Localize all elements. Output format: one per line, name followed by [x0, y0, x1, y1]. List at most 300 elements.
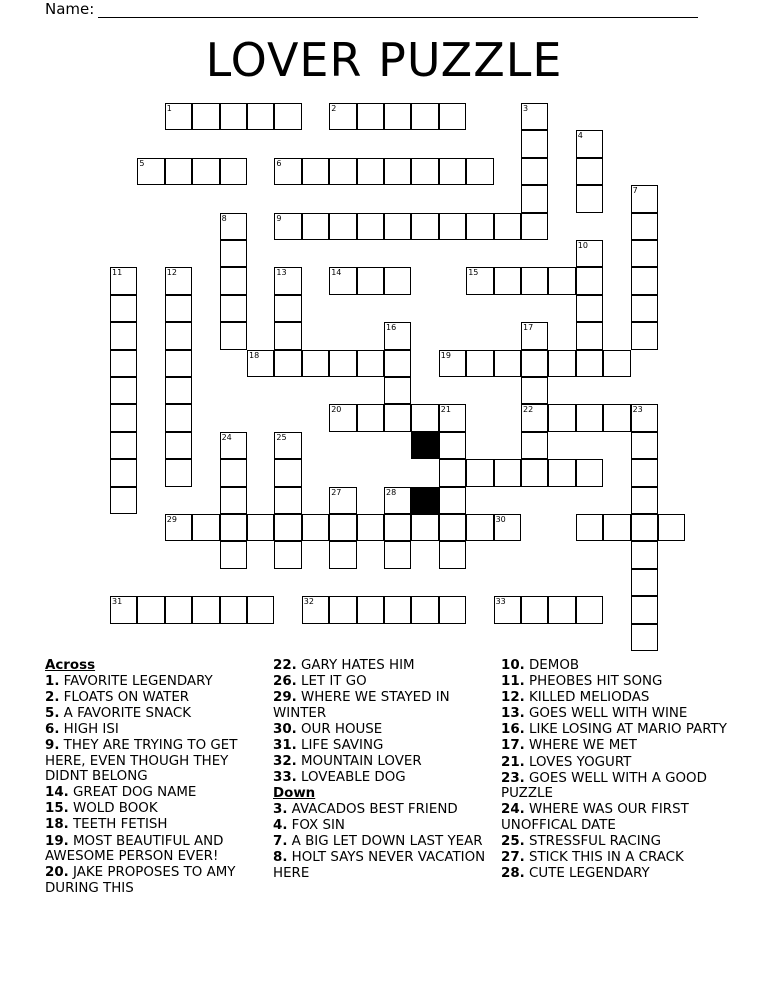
grid-cell[interactable]: [357, 158, 384, 185]
grid-cell[interactable]: [494, 459, 521, 486]
clue-item-number: 24.: [501, 802, 525, 818]
clue-item-text: A BIG LET DOWN LAST YEAR: [291, 834, 483, 850]
clue-item: [273, 802, 503, 818]
clue-item: [273, 674, 503, 690]
clue-item-text: PHEOBES HIT SONG: [529, 674, 663, 690]
clue-item-number: 9.: [45, 737, 60, 753]
grid-cell[interactable]: [302, 213, 329, 240]
grid-cell[interactable]: [658, 514, 685, 541]
grid-cell[interactable]: [411, 103, 438, 130]
grid-cell[interactable]: [329, 350, 356, 377]
clue-item-number: 3.: [273, 801, 288, 817]
grid-cell[interactable]: [384, 350, 411, 377]
clue-item-text: GOES WELL WITH WINE: [529, 706, 688, 722]
grid-cell[interactable]: [439, 432, 466, 459]
clue-number: 31: [112, 597, 123, 607]
grid-cell[interactable]: [576, 130, 603, 157]
clue-item: [45, 706, 275, 722]
clue-section-heading: Across: [45, 658, 96, 673]
clue-item-number: 14.: [45, 785, 69, 801]
grid-cell[interactable]: [329, 404, 356, 431]
clue-item-number: 10.: [501, 658, 525, 673]
grid-cell[interactable]: [384, 487, 411, 514]
clue-item-number: 15.: [45, 801, 69, 817]
clue-item: [273, 770, 503, 786]
clue-item: [501, 771, 731, 802]
clue-item: [45, 738, 275, 785]
grid-cell[interactable]: [220, 240, 247, 267]
clue-number: 20: [331, 405, 342, 415]
grid-cell[interactable]: [384, 103, 411, 130]
grid-cell[interactable]: [329, 267, 356, 294]
grid-cell[interactable]: [357, 404, 384, 431]
grid-cell[interactable]: [274, 459, 301, 486]
grid-cell[interactable]: [220, 267, 247, 294]
clue-item: [45, 674, 275, 690]
grid-cell[interactable]: [357, 350, 384, 377]
clue-number: 17: [523, 323, 534, 333]
grid-cell[interactable]: [411, 213, 438, 240]
grid-cell[interactable]: [521, 596, 548, 623]
grid-cell[interactable]: [631, 487, 658, 514]
grid-cell[interactable]: [110, 432, 137, 459]
grid-cell[interactable]: [165, 103, 192, 130]
clue-item: [501, 866, 731, 882]
grid-cell[interactable]: [274, 295, 301, 322]
clue-item-text: LIFE SAVING: [301, 737, 384, 753]
clue-item-text: FLOATS ON WATER: [63, 689, 190, 705]
clue-number: 7: [632, 186, 638, 196]
grid-cell[interactable]: [521, 158, 548, 185]
grid-cell[interactable]: [466, 267, 493, 294]
clue-number: 10: [577, 241, 588, 250]
grid-cell[interactable]: [603, 350, 630, 377]
grid-cell[interactable]: [384, 514, 411, 541]
clue-item: [273, 754, 503, 770]
grid-cell[interactable]: [411, 404, 438, 431]
grid-cell[interactable]: [220, 514, 247, 541]
grid-cell[interactable]: [631, 213, 658, 240]
clue-number: 21: [440, 405, 451, 415]
grid-cell[interactable]: [165, 295, 192, 322]
clue-item-number: 13.: [501, 706, 525, 722]
clue-item: [273, 722, 503, 738]
clue-number: 15: [468, 268, 479, 278]
clue-item-text: LET IT GO: [301, 674, 367, 690]
grid-cell[interactable]: [466, 158, 493, 185]
clue-item-text: STICK THIS IN A CRACK: [529, 850, 684, 866]
grid-cell[interactable]: [357, 267, 384, 294]
clue-item-text: MOUNTAIN LOVER: [301, 754, 422, 770]
grid-cell[interactable]: [411, 158, 438, 185]
clue-item-text: WHERE WE MET: [529, 738, 637, 754]
clue-item-number: 1.: [45, 673, 60, 689]
clue-number: 29: [166, 515, 177, 524]
grid-cell[interactable]: [521, 130, 548, 157]
grid-cell[interactable]: [357, 596, 384, 623]
clue-item: [45, 865, 275, 896]
grid-cell[interactable]: [329, 596, 356, 623]
grid-cell[interactable]: [576, 185, 603, 212]
grid-cell[interactable]: [247, 103, 274, 130]
grid-cell[interactable]: [466, 459, 493, 486]
grid-cell[interactable]: [439, 103, 466, 130]
grid-cell[interactable]: [165, 267, 192, 294]
grid-cell[interactable]: [137, 158, 164, 185]
clue-item: [45, 817, 275, 833]
grid-cell[interactable]: [631, 624, 658, 651]
clue-item-text: OUR HOUSE: [301, 721, 383, 737]
grid-cell[interactable]: [165, 158, 192, 185]
grid-cell[interactable]: [220, 213, 247, 240]
grid-cell[interactable]: [274, 487, 301, 514]
clue-item-number: 32.: [273, 754, 297, 770]
grid-cell[interactable]: [192, 158, 219, 185]
clues-column-3: [501, 658, 731, 882]
clue-item-number: 7.: [273, 834, 288, 850]
grid-cell[interactable]: [329, 487, 356, 514]
clue-item-number: 11.: [501, 674, 525, 690]
clue-item-text: HOLT SAYS NEVER VACATION HERE: [273, 850, 486, 881]
grid-cell[interactable]: [384, 213, 411, 240]
clue-number: 6: [276, 158, 282, 168]
clue-item-text: CUTE LEGENDARY: [529, 866, 650, 882]
grid-cell[interactable]: [439, 487, 466, 514]
grid-cell[interactable]: [576, 404, 603, 431]
grid-cell[interactable]: [466, 350, 493, 377]
clue-number: 8: [221, 213, 227, 223]
clue-number: 11: [112, 268, 123, 278]
clue-item-text: WHERE WE STAYED IN WINTER: [273, 690, 450, 721]
grid-cell[interactable]: [521, 404, 548, 431]
grid-cell[interactable]: [631, 295, 658, 322]
clue-item: [273, 818, 503, 834]
grid-cell[interactable]: [165, 596, 192, 623]
grid-cell[interactable]: [631, 459, 658, 486]
clue-number: 4: [577, 131, 583, 141]
grid-cell[interactable]: [165, 459, 192, 486]
clue-item-text: LOVEABLE DOG: [301, 770, 406, 786]
grid-cell[interactable]: [165, 322, 192, 349]
grid-cell[interactable]: [631, 432, 658, 459]
grid-cell[interactable]: [384, 322, 411, 349]
grid-cell[interactable]: [439, 404, 466, 431]
grid-cell[interactable]: [274, 213, 301, 240]
clue-item-number: 28.: [501, 866, 525, 882]
grid-cell[interactable]: [165, 404, 192, 431]
grid-cell[interactable]: [357, 103, 384, 130]
grid-cell[interactable]: [439, 350, 466, 377]
grid-cell[interactable]: [521, 267, 548, 294]
clue-item: [501, 690, 731, 706]
clue-item-number: 27.: [501, 850, 525, 866]
grid-cell[interactable]: [384, 541, 411, 568]
clue-item-text: TEETH FETISH: [73, 817, 168, 833]
grid-cell[interactable]: [631, 240, 658, 267]
clue-item-number: 21.: [501, 754, 525, 770]
clue-item-text: LIKE LOSING AT MARIO PARTY: [529, 722, 727, 738]
grid-cell[interactable]: [110, 322, 137, 349]
grid-cell[interactable]: [521, 432, 548, 459]
clue-item-number: 23.: [501, 770, 525, 786]
grid-cell[interactable]: [411, 514, 438, 541]
grid-cell[interactable]: [548, 267, 575, 294]
grid-cell[interactable]: [439, 541, 466, 568]
grid-cell[interactable]: [631, 404, 658, 431]
clue-item-text: HIGH ISI: [63, 721, 119, 737]
clue-item: [501, 850, 731, 866]
grid-cell[interactable]: [247, 514, 274, 541]
clue-item-number: 25.: [501, 834, 525, 850]
clue-number: 9: [276, 213, 282, 223]
grid-cell[interactable]: [274, 267, 301, 294]
grid-cell[interactable]: [439, 459, 466, 486]
grid-cell[interactable]: [110, 596, 137, 623]
grid-cell[interactable]: [329, 514, 356, 541]
clue-item-text: KILLED MELIODAS: [529, 690, 650, 706]
clue-item: [45, 801, 275, 817]
name-label: Name:: [45, 0, 95, 18]
clue-number: 19: [440, 350, 451, 360]
grid-cell[interactable]: [576, 596, 603, 623]
grid-cell[interactable]: [274, 541, 301, 568]
clues-column-1: [45, 658, 275, 897]
grid-cell[interactable]: [521, 213, 548, 240]
clue-item-number: 20.: [45, 865, 69, 881]
clue-item-text: GOES WELL WITH A GOOD PUZZLE: [501, 770, 707, 802]
grid-cell[interactable]: [165, 432, 192, 459]
grid-cell[interactable]: [548, 350, 575, 377]
clue-item-number: 12.: [501, 690, 525, 706]
clue-item-number: 33.: [273, 770, 297, 786]
clue-item-number: 22.: [273, 658, 297, 673]
grid-cell[interactable]: [466, 213, 493, 240]
clue-item-number: 5.: [45, 705, 60, 721]
clue-item-text: LOVES YOGURT: [529, 754, 632, 770]
grid-cell[interactable]: [274, 103, 301, 130]
clue-item: [501, 834, 731, 850]
clue-item: [273, 690, 503, 721]
grid-cell[interactable]: [329, 541, 356, 568]
grid-cell[interactable]: [357, 514, 384, 541]
page-title: LOVER PUZZLE: [205, 33, 563, 87]
clue-item: [501, 802, 731, 833]
grid-cell[interactable]: [631, 569, 658, 596]
clue-number: 25: [276, 432, 287, 442]
grid-cell[interactable]: [631, 596, 658, 623]
clue-item-text: THEY ARE TRYING TO GET HERE, EVEN THOUGH THEY DIDNT BELONG: [45, 737, 238, 785]
grid-cell[interactable]: [548, 459, 575, 486]
grid-cell[interactable]: [329, 103, 356, 130]
clue-item: [501, 722, 731, 738]
grid-cell[interactable]: [494, 350, 521, 377]
grid-cell[interactable]: [220, 459, 247, 486]
grid-cell[interactable]: [274, 158, 301, 185]
clue-number: 12: [166, 268, 177, 278]
grid-cell[interactable]: [110, 377, 137, 404]
clue-number: 2: [331, 104, 337, 113]
grid-cell[interactable]: [631, 267, 658, 294]
grid-cell[interactable]: [576, 350, 603, 377]
grid-cell[interactable]: [302, 158, 329, 185]
grid-cell[interactable]: [220, 596, 247, 623]
clue-item-text: WOLD BOOK: [73, 801, 158, 817]
grid-cell[interactable]: [631, 514, 658, 541]
clue-item: [45, 834, 275, 865]
grid-cell[interactable]: [110, 267, 137, 294]
grid-cell[interactable]: [274, 514, 301, 541]
clue-item: [501, 658, 731, 674]
grid-cell[interactable]: [494, 514, 521, 541]
grid-cell[interactable]: [603, 514, 630, 541]
clue-item-number: 6.: [45, 721, 60, 737]
grid-cell[interactable]: [220, 103, 247, 130]
grid-cell[interactable]: [220, 322, 247, 349]
grid-cell[interactable]: [384, 404, 411, 431]
clue-number: 13: [276, 268, 287, 278]
clue-item-text: FOX SIN: [291, 817, 345, 833]
grid-cell[interactable]: [576, 267, 603, 294]
clue-item-number: 30.: [273, 721, 297, 737]
clue-item-text: GARY HATES HIM: [301, 658, 415, 673]
grid-cell[interactable]: [439, 158, 466, 185]
grid-cell[interactable]: [548, 404, 575, 431]
grid-cell[interactable]: [384, 267, 411, 294]
clue-number: 23: [632, 405, 643, 415]
clue-item: [273, 850, 503, 881]
clue-item: [273, 834, 503, 850]
grid-cell[interactable]: [384, 596, 411, 623]
clue-number: 14: [331, 268, 342, 278]
grid-cell[interactable]: [439, 596, 466, 623]
grid-cell[interactable]: [494, 596, 521, 623]
clue-item-number: 29.: [273, 690, 297, 706]
grid-cell[interactable]: [494, 267, 521, 294]
grid-cell[interactable]: [521, 103, 548, 130]
grid-cell[interactable]: [548, 596, 575, 623]
clue-number: 33: [495, 597, 506, 607]
clue-number: 5: [139, 158, 145, 168]
grid-cell[interactable]: [192, 596, 219, 623]
grid-cell[interactable]: [521, 322, 548, 349]
grid-cell[interactable]: [220, 432, 247, 459]
grid-cell[interactable]: [631, 185, 658, 212]
grid-cell[interactable]: [357, 213, 384, 240]
clue-section-heading: Down: [273, 786, 316, 802]
grid-cell[interactable]: [274, 322, 301, 349]
clue-item-number: 19.: [45, 833, 69, 849]
clue-number: 22: [523, 405, 534, 415]
clue-item-number: 16.: [501, 722, 525, 738]
grid-cell[interactable]: [576, 295, 603, 322]
grid-cell[interactable]: [247, 350, 274, 377]
grid-cell[interactable]: [521, 377, 548, 404]
grid-cell[interactable]: [576, 158, 603, 185]
grid-cell[interactable]: [302, 350, 329, 377]
grid-cell[interactable]: [274, 350, 301, 377]
grid-cell[interactable]: [110, 459, 137, 486]
grid-cell[interactable]: [192, 103, 219, 130]
clue-item: [501, 706, 731, 722]
grid-block: [411, 487, 438, 514]
clue-item: [45, 690, 275, 706]
clue-item-text: WHERE WAS OUR FIRST UNOFFICAL DATE: [501, 802, 689, 833]
grid-cell[interactable]: [302, 514, 329, 541]
grid-cell[interactable]: [137, 596, 164, 623]
clue-number: 30: [495, 515, 506, 524]
grid-cell[interactable]: [576, 240, 603, 267]
grid-cell[interactable]: [329, 213, 356, 240]
grid-cell[interactable]: [466, 514, 493, 541]
clue-item: [45, 722, 275, 738]
clue-item-text: DEMOB: [529, 658, 580, 673]
clue-item-number: 17.: [501, 738, 525, 754]
grid-cell[interactable]: [165, 377, 192, 404]
clue-item-number: 26.: [273, 674, 297, 690]
clue-item-number: 4.: [273, 817, 288, 833]
grid-cell[interactable]: [192, 514, 219, 541]
clue-item-text: GREAT DOG NAME: [73, 785, 197, 801]
grid-cell[interactable]: [274, 432, 301, 459]
grid-cell[interactable]: [631, 322, 658, 349]
clue-item-text: A FAVORITE SNACK: [63, 705, 192, 721]
clue-item-number: 8.: [273, 850, 288, 866]
clue-number: 28: [386, 487, 397, 497]
grid-cell[interactable]: [439, 514, 466, 541]
clue-number: 24: [221, 432, 232, 442]
grid-cell[interactable]: [439, 213, 466, 240]
clue-item-number: 31.: [273, 737, 297, 753]
grid-cell[interactable]: [631, 541, 658, 568]
grid-cell[interactable]: [329, 158, 356, 185]
grid-cell[interactable]: [302, 596, 329, 623]
clue-number: 16: [386, 323, 397, 333]
grid-cell[interactable]: [494, 213, 521, 240]
grid-cell[interactable]: [165, 350, 192, 377]
grid-cell[interactable]: [220, 487, 247, 514]
clue-number: 3: [523, 104, 529, 113]
grid-cell[interactable]: [521, 185, 548, 212]
grid-cell[interactable]: [220, 295, 247, 322]
grid-cell[interactable]: [603, 404, 630, 431]
grid-cell[interactable]: [411, 596, 438, 623]
grid-cell[interactable]: [521, 350, 548, 377]
clue-item-text: JAKE PROPOSES TO AMY DURING THIS: [45, 865, 236, 896]
clue-item: [501, 755, 731, 771]
grid-cell[interactable]: [576, 514, 603, 541]
grid-cell[interactable]: [384, 377, 411, 404]
clue-item-text: MOST BEAUTIFUL AND AWESOME PERSON EVER!: [45, 833, 224, 865]
grid-cell[interactable]: [220, 541, 247, 568]
grid-cell[interactable]: [110, 350, 137, 377]
grid-cell[interactable]: [110, 404, 137, 431]
grid-cell[interactable]: [165, 514, 192, 541]
clue-item: [501, 674, 731, 690]
clue-item-text: AVACADOS BEST FRIEND: [291, 801, 458, 817]
clue-item-number: 18.: [45, 817, 69, 833]
grid-cell[interactable]: [576, 322, 603, 349]
grid-cell[interactable]: [247, 596, 274, 623]
grid-cell[interactable]: [110, 295, 137, 322]
clue-number: 18: [249, 350, 260, 360]
grid-cell[interactable]: [110, 487, 137, 514]
clue-item: [501, 738, 731, 754]
grid-cell[interactable]: [521, 459, 548, 486]
grid-cell[interactable]: [220, 158, 247, 185]
grid-cell[interactable]: [576, 459, 603, 486]
grid-cell[interactable]: [384, 158, 411, 185]
clue-item: [273, 658, 503, 674]
